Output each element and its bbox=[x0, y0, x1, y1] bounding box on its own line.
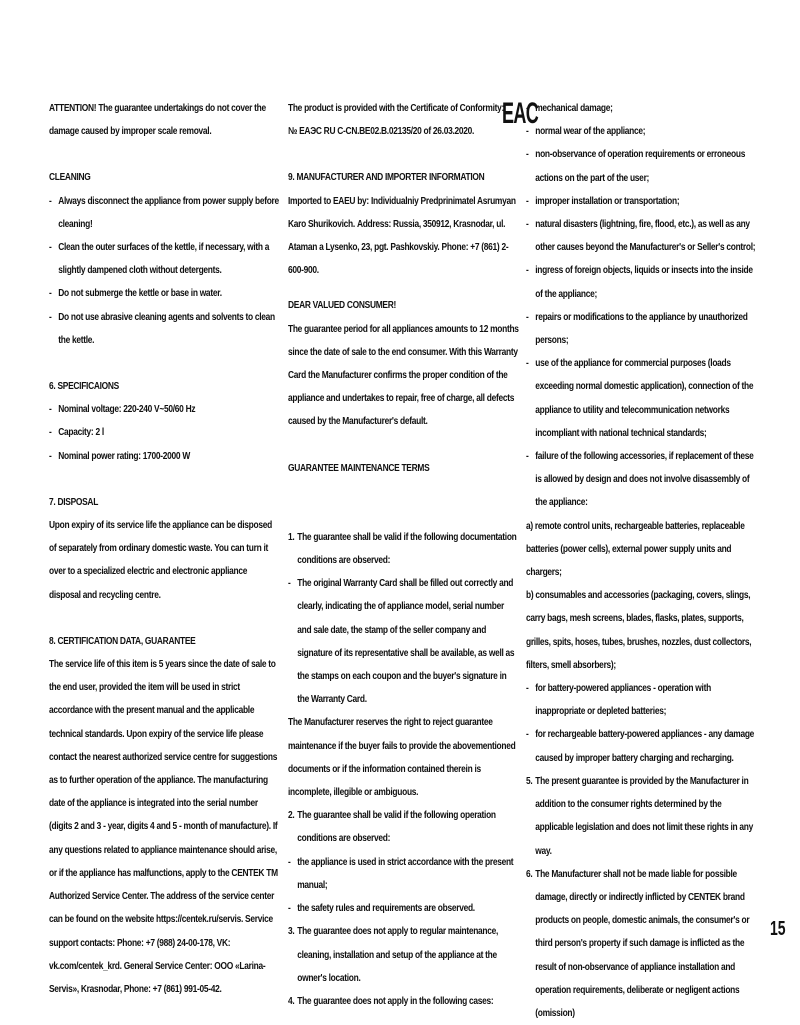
exclusion-item: - for battery-powered appliances - operation with inappropriate or depleted batteries; bbox=[526, 677, 761, 723]
service-contacts: Service support contacts: Phone: +7 (988) 24-00-178, VK: vk.com/centek_krd. General Service Center: OOO «Larina-Servis», Krasnodar, Phone: +7 (861) 991-05-42. bbox=[49, 914, 273, 995]
term-item: 3. The guarantee does not apply to regular maintenance, cleaning, installation and setup of the appliance at the owner's location. bbox=[288, 926, 499, 984]
eac-mark: EAC bbox=[502, 97, 539, 130]
cleaning-heading: CLEANING bbox=[49, 172, 91, 184]
importer-name: Individualniy Predprinimatel Asrumyan Karo Shurikovich. bbox=[288, 195, 516, 230]
exclusion-item: - normal wear of the appliance; bbox=[526, 120, 761, 143]
address-label: Address: bbox=[356, 218, 392, 230]
exclusion-item: - non-observance of operation requirements or erroneous actions on the part of the user; bbox=[526, 143, 761, 189]
dear-consumer-heading: DEAR VALUED CONSUMER! bbox=[288, 300, 397, 312]
page-number: 15 bbox=[770, 918, 786, 940]
exclusion-item: - repairs or modifications to the appliance by unauthorized persons; bbox=[526, 306, 761, 352]
reserve-text: The Manufacturer reserves the right to reject guarantee maintenance if the buyer fails to provide the abovementioned documents or if the information contained therein is incomplete, illegible or ambiguous. bbox=[288, 717, 516, 799]
exclusion-item: - improper installation or transportation; bbox=[526, 190, 761, 213]
term-item: 5. The present guarantee is provided by the Manufacturer in addition to the consumer rights determined by the applicable legislation and does not limit these rights in any way. bbox=[526, 775, 754, 857]
attention-note: ATTENTION! The guarantee undertakings do not cover the damage caused by improper scale removal. bbox=[49, 103, 266, 138]
term-item: 6. The Manufacturer shall not be made liable for possible damage, directly or indirectly inflicted by CENTEK brand products on people, domestic animals, the consumer's or third person's property if such damage is inflicted as the result of non-observance of appliance installation and operation requirements, deliberate or negligent actions (omission) bbox=[526, 868, 750, 1019]
term-item: 4. The guarantee does not apply in the following cases: bbox=[288, 995, 494, 1007]
manufacturer-heading: 9. MANUFACTURER AND IMPORTER INFORMATION bbox=[288, 172, 485, 184]
cleaning-item: - Clean the outer surfaces of the kettle, if necessary, with a slightly dampened cloth without detergents. bbox=[49, 236, 281, 282]
certification-body: The service life of this item is 5 years since the date of sale to the end user, provided the item will be used in strict accordance with the present manual and the applicable technical standards. Upon expiry of the service life please contact the nearest authorized service centre for suggestions as to further operation of the appliance. The manufacturing date of the appliance is integrated into the serial number (digits 2 and 3 - year, digits 4 and 5 - month of manufacture). If any questions related to appliance maintenance should arise, or if the appliance has malfunctions, apply to the CENTEK TM Authorized Service Center. The address of the service center can be found on the website bbox=[49, 659, 278, 926]
term-bullet: - The original Warranty Card shall be filled out correctly and clearly, indicating the of appliance model, serial number and sale date, the stamp of the seller company and signature of its representative shall be available, as well as the stamps on each coupon and the buyer's signature in the Warranty Card. bbox=[288, 572, 520, 711]
exclusion-item: - mechanical damage; bbox=[526, 97, 761, 120]
dear-consumer-text: The guarantee period for all appliances amounts to 12 months since the date of sale to the end consumer. With this Warranty Card the Manufacturer confirms the proper condition of the appliance and undertakes to repair, free of charge, all defects caused by the Manufacturer's default. bbox=[288, 323, 519, 428]
exclusion-item: - failure of the following accessories, if replacement of these is allowed by design and does not involve disassembly of the appliance: bbox=[526, 445, 761, 515]
importer-info bbox=[288, 190, 520, 283]
exclusion-item: - use of the appliance for commercial purposes (loads exceeding normal domestic application), connection of the appliance to utility and telecommunication networks incompliant with national technical standards; bbox=[526, 352, 761, 445]
cleaning-item: - Do not submerge the kettle or base in water. bbox=[49, 282, 281, 305]
certification-heading: 8. CERTIFICATION DATA, GUARANTEE bbox=[49, 635, 196, 647]
service-website-link[interactable]: https://centek.ru/servis. bbox=[156, 914, 244, 926]
term-item: 2. The guarantee shall be valid if the following operation conditions are observed: bbox=[288, 810, 496, 845]
spec-item: - Nominal power rating: 1700-2000 W bbox=[49, 445, 281, 468]
column-left bbox=[49, 97, 281, 1001]
certification-text bbox=[49, 653, 281, 1001]
cleaning-item: - Always disconnect the appliance from power supply before cleaning! bbox=[49, 190, 281, 236]
spec-item: - Capacity: 2 l bbox=[49, 421, 281, 444]
disposal-text: Upon expiry of its service life the appliance can be disposed of separately from ordinary domestic waste. You can turn it over to a specialized electric and electronic appliance disposal and recycling centre. bbox=[49, 520, 272, 601]
exclusion-item: - for rechargeable battery-powered appliances - any damage caused by improper battery charging and recharging. bbox=[526, 723, 761, 769]
certificate-number: № EAЭС RU C-CN.BE02.B.02135/20 of 26.03.2020. bbox=[288, 126, 475, 138]
disposal-heading: 7. DISPOSAL bbox=[49, 496, 99, 508]
exclusion-item: - natural disasters (lightning, fire, flood, etc.), as well as any other causes beyond the Manufacturer's or Seller's control; bbox=[526, 213, 761, 259]
term-item: 1. The guarantee shall be valid if the following documentation conditions are observed: bbox=[288, 531, 517, 567]
accessory-sub-item: a) remote control units, rechargeable batteries, replaceable batteries (power cells), external power supply units and chargers; bbox=[526, 520, 745, 579]
address-text: Russia, 350912, Krasnodar, ul. Ataman a Lysenko, 23, pgt. Pashkovskiy. Phone: +7 (861) 2-600-900. bbox=[288, 218, 509, 277]
accessory-sub-item: b) consumables and accessories (packaging, covers, slings, carry bags, mesh screens, blades, flasks, plates, supports, grilles, spits, hoses, tubes, brushes, nozzles, dust collectors, filters, smell absorbers); bbox=[526, 590, 752, 671]
term-bullet: - the safety rules and requirements are observed. bbox=[288, 897, 520, 920]
imported-label: Imported to EAEU by: bbox=[288, 195, 369, 207]
term-bullet: - the appliance is used in strict accordance with the present manual; bbox=[288, 851, 520, 897]
column-middle bbox=[288, 97, 520, 1013]
specifications-heading: 6. SPECIFICAIONS bbox=[49, 381, 119, 393]
certificate-heading: The product is provided with the Certificate of Conformity: bbox=[288, 103, 504, 114]
exclusion-item: - ingress of foreign objects, liquids or insects into the inside of the appliance; bbox=[526, 259, 761, 305]
terms-heading: GUARANTEE MAINTENANCE TERMS bbox=[288, 462, 430, 474]
cleaning-item: - Do not use abrasive cleaning agents and solvents to clean the kettle. bbox=[49, 306, 281, 352]
spec-item: - Nominal voltage: 220-240 V~50/60 Hz bbox=[49, 398, 281, 421]
column-right bbox=[526, 97, 761, 1025]
